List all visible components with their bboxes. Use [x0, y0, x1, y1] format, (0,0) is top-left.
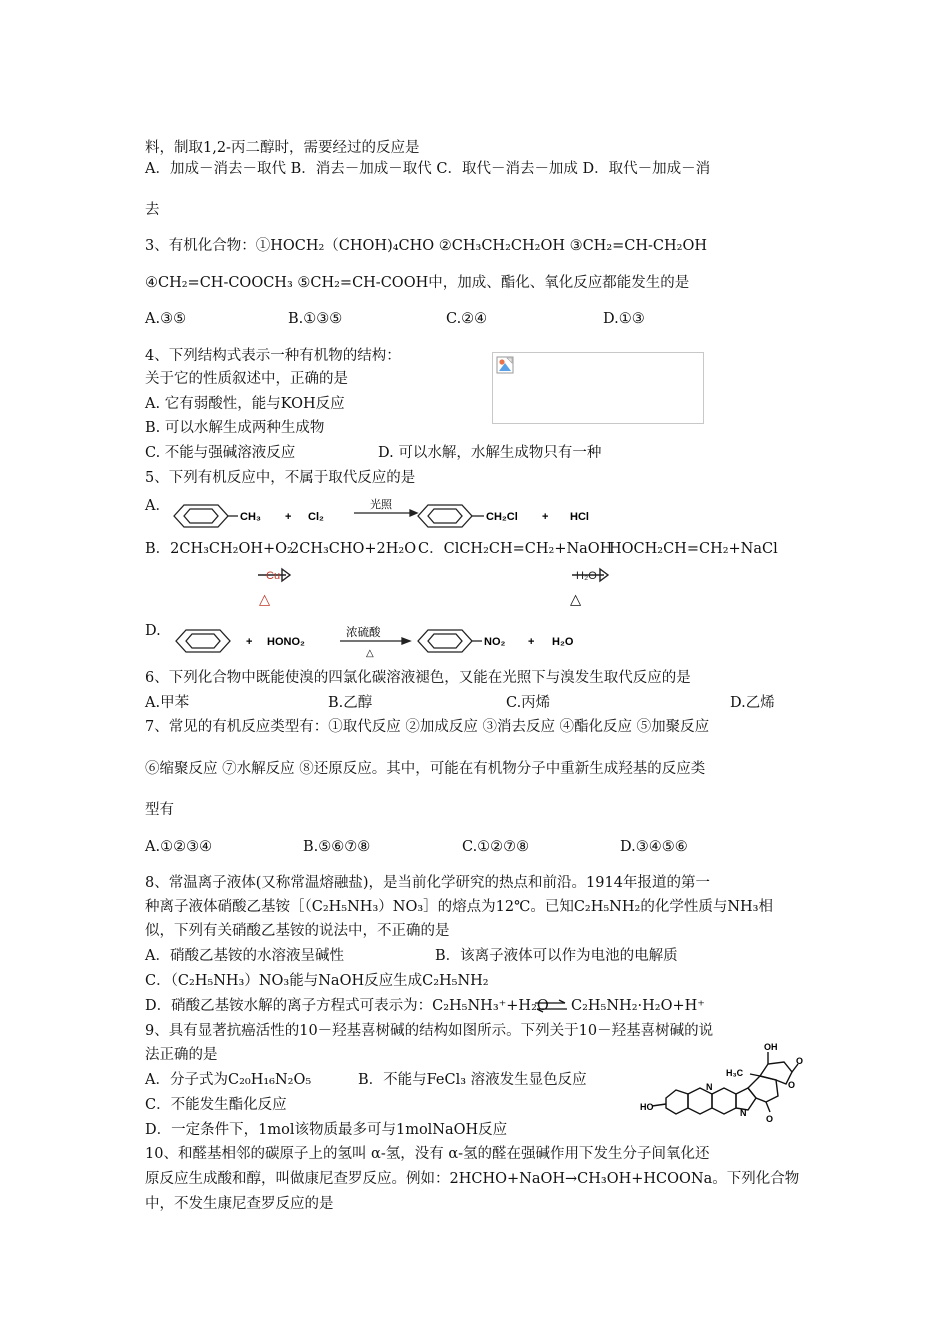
benzene-ring-icon — [176, 630, 230, 652]
broken-image-icon — [496, 356, 514, 374]
q7-line1: 7、常见的有机反应类型有：①取代反应 ②加成反应 ③消去反应 ④酯化反应 ⑤加聚反应 — [145, 719, 710, 735]
q5-b-cond-bottom: △ — [259, 592, 271, 608]
q6-option-d: D.乙烯 — [730, 695, 775, 711]
q3-option-c: C.②④ — [446, 311, 488, 327]
q4-option-a: A. 它有弱酸性，能与KOH反应 — [145, 396, 345, 412]
q5-d-product2: H₂O — [552, 636, 574, 648]
q4-option-d: D. 可以水解，水解生成物只有一种 — [378, 445, 602, 461]
q2-stem: 料，制取1,2-丙二醇时，需要经过的反应是 — [145, 140, 420, 156]
q9-label-o2: O — [788, 1080, 796, 1090]
q5-a-plus1: + — [285, 511, 292, 523]
q10-line3: 中，不发生康尼查罗反应的是 — [145, 1196, 334, 1212]
q3-option-b: B.①③⑤ — [288, 311, 343, 327]
q3-line1: 3、有机化合物：①HOCH₂（CHOH)₄CHO ②CH₃CH₂CH₂OH ③CH₂=CH-CH₂OH — [145, 238, 708, 254]
q5-a-product2: HCl — [570, 511, 589, 523]
q10-line1: 10、和醛基相邻的碳原子上的氢叫 α-氢，没有 α-氢的醛在强碱作用下发生分子间氧化还 — [145, 1146, 710, 1162]
q7-option-b: B.⑤⑥⑦⑧ — [303, 839, 371, 855]
q9-label-oh: OH — [764, 1042, 778, 1052]
q8-line1: 8、常温离子液体(又称常温熔融盐)，是当前化学研究的热点和前沿。1914年报道的第一 — [145, 875, 710, 891]
benzene-ring-icon — [418, 630, 472, 652]
q5-a-reactant2: Cl₂ — [308, 511, 324, 523]
q8-option-b: B．该离子液体可以作为电池的电解质 — [435, 948, 678, 964]
q4-option-c: C. 不能与强碱溶液反应 — [145, 445, 296, 461]
q5-d-condition-bottom: △ — [366, 648, 374, 659]
q9-line2: 法正确的是 — [145, 1047, 218, 1063]
q3-option-d: D.①③ — [603, 311, 645, 327]
q5-c-product: HOCH₂CH=CH₂+NaCl — [609, 541, 778, 557]
q9-line1: 9、具有显著抗癌活性的10－羟基喜树碱的结构如图所示。下列关于10－羟基喜树碱的说 — [145, 1023, 714, 1039]
q5-c-text: C．ClCH₂CH=CH₂+NaOH — [418, 541, 613, 557]
q5-b-product: 2CH₃CHO+2H₂O — [290, 541, 417, 557]
q7-line3: 型有 — [145, 802, 174, 818]
q8-option-a: A．硝酸乙基铵的水溶液呈碱性 — [145, 948, 344, 964]
q8-line3: 似，下列有关硝酸乙基铵的说法中，不正确的是 — [145, 923, 450, 939]
q5-b-cond-top: Cu — [266, 570, 281, 582]
q5-a-plus2: + — [542, 511, 549, 523]
q5-d-reactant2: HONO₂ — [267, 636, 305, 648]
q7-line2: ⑥缩聚反应 ⑦水解反应 ⑧还原反应。其中，可能在有机物分子中重新生成羟基的反应类 — [145, 761, 706, 777]
benzene-ring-icon — [174, 505, 228, 527]
q5-stem: 5、下列有机反应中，不属于取代反应的是 — [145, 470, 416, 486]
q9-label-n1: N — [706, 1082, 713, 1092]
q5-a-reactant1: CH₃ — [240, 511, 261, 523]
q3-line2: ④CH₂=CH-COOCH₃ ⑤CH₂=CH-COOH中，加成、酯化、氧化反应都能发生的是 — [145, 275, 690, 291]
q5-a-condition: 光照 — [370, 499, 392, 511]
q5-b-text: B．2CH₃CH₂OH+O₂ — [145, 541, 293, 557]
q6-option-b: B.乙醇 — [328, 695, 373, 711]
q7-option-c: C.①②⑦⑧ — [462, 839, 530, 855]
q9-option-d: D．一定条件下，1mol该物质最多可与1molNaOH反应 — [145, 1122, 508, 1138]
q9-option-b: B．不能与FeCl₃ 溶液发生显色反应 — [358, 1072, 587, 1088]
q10-line2: 原反应生成酸和醇，叫做康尼查罗反应。例如：2HCHO+NaOH→CH₃OH+HCOONa。下列化合物 — [145, 1171, 800, 1187]
q9-label-o3: O — [766, 1114, 774, 1124]
q4-line2: 关于它的性质叙述中，正确的是 — [145, 371, 348, 387]
q5-a-label: A． — [145, 498, 170, 514]
q4-structure-image-placeholder — [492, 352, 704, 424]
q5-c-cond-bottom: △ — [570, 592, 582, 608]
q5-d-product1: NO₂ — [484, 636, 506, 648]
q4-option-b: B. 可以水解生成两种生成物 — [145, 420, 325, 436]
q8-option-d-right: C₂H₅NH₂·H₂O+H⁺ — [571, 998, 705, 1014]
q6-stem: 6、下列化合物中既能使溴的四氯化碳溶液褪色，又能在光照下与溴发生取代反应的是 — [145, 670, 691, 686]
q4-line1: 4、下列结构式表示一种有机物的结构： — [145, 348, 401, 364]
q9-label-ho: HO — [640, 1102, 654, 1112]
q9-label-o1: O — [796, 1056, 804, 1066]
q5-d-condition: 浓硫酸 — [346, 625, 381, 639]
q5-b-arrow — [256, 566, 296, 584]
q6-option-c: C.丙烯 — [506, 695, 551, 711]
q5-c-cond-top: H₂O — [576, 570, 597, 582]
q9-structure-diagram — [640, 1040, 820, 1130]
q5-d-equation — [170, 623, 620, 661]
q5-a-equation — [170, 497, 610, 537]
equilibrium-arrow-icon — [533, 999, 569, 1013]
q8-option-d: D．硝酸乙基铵水解的离子方程式可表示为：C₂H₅NH₃⁺+H₂O — [145, 998, 549, 1014]
q5-d-label: D. — [145, 623, 161, 639]
q8-option-c: C．（C₂H₅NH₃）NO₃能与NaOH反应生成C₂H₅NH₂ — [145, 973, 489, 989]
q2-options-wrap: 去 — [145, 202, 160, 218]
q3-option-a: A.③⑤ — [145, 311, 187, 327]
benzene-ring-icon — [418, 505, 472, 527]
q5-d-plus2: + — [528, 636, 535, 648]
q2-options: A．加成－消去－取代 B．消去－加成－取代 C．取代－消去－加成 D．取代－加成－消 — [145, 161, 711, 177]
q7-option-a: A.①②③④ — [145, 839, 213, 855]
q5-c-arrow — [570, 566, 614, 584]
q9-option-a: A．分子式为C₂₀H₁₆N₂O₅ — [145, 1072, 312, 1088]
q7-option-d: D.③④⑤⑥ — [620, 839, 688, 855]
q9-label-ethyl: H₃C — [726, 1068, 744, 1078]
q5-a-product1: CH₂Cl — [486, 511, 518, 523]
q6-option-a: A.甲苯 — [145, 695, 190, 711]
q5-d-plus1: + — [246, 636, 253, 648]
q9-label-n2: N — [740, 1108, 747, 1118]
q8-line2: 种离子液体硝酸乙基铵［（C₂H₅NH₃）NO₃］的熔点为12℃。已知C₂H₅NH₂的化学性质与NH₃相 — [145, 899, 773, 915]
q9-option-c: C．不能发生酯化反应 — [145, 1097, 287, 1113]
